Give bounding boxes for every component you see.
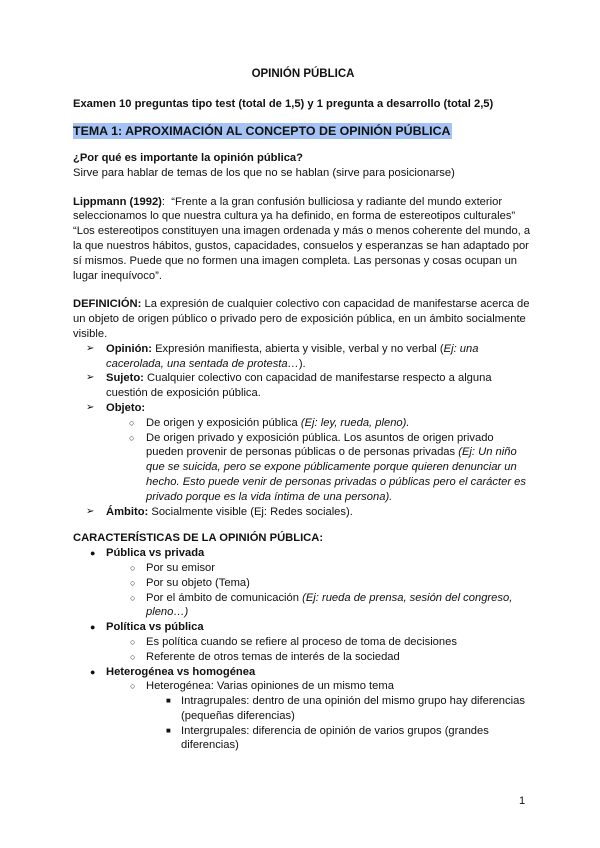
list-item [73, 694, 533, 724]
objeto-label: Objeto: [106, 401, 146, 414]
heterogenea-subsublist [73, 694, 533, 753]
definicion-list-cont [73, 505, 533, 520]
bullet-icon: ● [90, 622, 96, 633]
page-number: 1 [519, 795, 526, 807]
sujeto-text: cuestión de exposición pública. [106, 387, 261, 400]
lippmann-line: sí mismos. Puede que no formen una imagen completa. Las personas y cosas ocupan un [73, 254, 518, 267]
heterogenea-label: Heterogénea vs homogénea [106, 665, 256, 678]
caracteristicas-list-3 [73, 665, 533, 680]
caracteristicas-heading: CARACTERÍSTICAS DE LA OPINIÓN PÚBLICA: [73, 532, 324, 545]
arrow-bullet-icon: ➢ [86, 505, 95, 517]
document-body [73, 68, 533, 753]
list-item-text: Por el ámbito de comunicación [146, 591, 303, 604]
opinion-text: Expresión manifiesta, abierta y visible, verbal y no verbal ( [151, 342, 444, 355]
list-item-text: diferencias) [181, 739, 239, 752]
politica-publica-label: Política vs pública [106, 621, 204, 634]
list-item [73, 591, 533, 621]
arrow-bullet-icon: ➢ [86, 342, 95, 354]
list-item [73, 679, 533, 694]
lippmann-line: seleccionamos lo que nuestra cultura ya ha definido, en forma de estereotipos culturales” [73, 210, 516, 223]
politica-publica-sublist [73, 635, 533, 665]
publica-privada-label: Pública vs privada [106, 547, 205, 560]
lippmann-line: lugar inequívoco”. [73, 269, 162, 282]
list-item-text: Por su emisor [146, 561, 216, 574]
list-item-text: Es política cuando se refiere al proceso de toma de decisiones [146, 635, 457, 648]
opinion-label: Opinión: [106, 342, 152, 355]
arrow-bullet-icon: ➢ [86, 372, 95, 384]
question-heading: ¿Por qué es importante la opinión pública? [73, 152, 303, 164]
sujeto-label: Sujeto: [106, 372, 144, 385]
opinion-example: Ej: una [443, 342, 479, 355]
list-item [73, 431, 533, 505]
publica-privada-sublist [73, 561, 533, 620]
square-bullet-icon: ■ [166, 696, 171, 706]
list-item [73, 561, 533, 576]
caracteristicas-list [73, 546, 533, 561]
lippmann-line: “Los estereotipos constituyen una imagen ordenada y más o menos coherente del mundo, a [73, 225, 531, 238]
bullet-icon: ● [90, 548, 96, 559]
exam-info: Examen 10 preguntas tipo test (total de 1,5) y 1 pregunta a desarrollo (total 2,5) [73, 98, 494, 110]
list-item [73, 635, 533, 650]
circle-bullet-icon: ○ [130, 577, 136, 588]
circle-bullet-icon: ○ [130, 562, 136, 573]
caracteristicas-list-2 [73, 620, 533, 635]
opinion-example: cacerolada, una sentada de protesta… [106, 357, 299, 370]
list-item-ambito [73, 505, 533, 520]
list-item-text: (pequeñas diferencias) [181, 709, 295, 722]
list-item-objeto [73, 401, 533, 416]
ambito-text: Socialmente visible (Ej: Redes sociales). [148, 505, 353, 518]
definicion-label: DEFINICIÓN: [73, 298, 142, 311]
lippmann-label: Lippmann (1992) [73, 195, 162, 208]
list-item [73, 576, 533, 591]
definicion-list [73, 342, 533, 416]
list-item-sujeto [73, 371, 533, 401]
page-title: OPINIÓN PÚBLICA [251, 68, 355, 80]
list-item-example: (Ej: rueda de prensa, sesión del congreso, [302, 591, 513, 604]
definicion-paragraph [73, 297, 533, 312]
circle-bullet-icon: ○ [130, 651, 136, 662]
list-item [73, 416, 533, 431]
circle-bullet-icon: ○ [130, 636, 136, 647]
ambito-label: Ámbito: [106, 505, 149, 518]
circle-bullet-icon: ○ [129, 417, 135, 428]
circle-bullet-icon: ○ [130, 592, 136, 603]
square-bullet-icon: ■ [166, 725, 171, 735]
list-item-text: Referente de otros temas de interés de la sociedad [146, 650, 400, 663]
list-item-text: Heterogénea: Varias opiniones de un mismo tema [146, 680, 394, 693]
lippmann-paragraph [73, 195, 533, 210]
objeto-item-example: (Ej: Un niño [458, 446, 517, 459]
objeto-item-text: De origen y exposición pública [146, 416, 301, 429]
objeto-item-example: hecho. Esto puede venir de personas privadas o públicas pero el carácter es [146, 475, 526, 488]
objeto-item-example: privado porque es la vida íntima de una persona). [146, 490, 393, 503]
tema-heading: TEMA 1: APROXIMACIÓN AL CONCEPTO DE OPINIÓN PÚBLICA [73, 124, 451, 138]
circle-bullet-icon: ○ [130, 681, 136, 692]
lippmann-line: la que nuestros hábitos, gustos, capacidades, consuelos y esperanzas se han adaptado por [73, 239, 529, 252]
objeto-item-text: pueden provenir de personas públicas o de personas privadas [146, 446, 459, 459]
list-item-text: Por su objeto (Tema) [146, 576, 250, 589]
heterogenea-sublist [73, 679, 533, 694]
arrow-bullet-icon: ➢ [86, 401, 95, 413]
list-item-text: Intergrupales: diferencia de opinión de varios grupos (grandes [181, 724, 489, 737]
list-item-example: pleno…) [146, 606, 189, 619]
list-item-publica-privada [73, 546, 533, 561]
sujeto-text: Cualquier colectivo con capacidad de manifestarse respecto a alguna [143, 372, 492, 385]
objeto-item-example: que se suicida, pero se expone públicamente porque quieren denunciar un [146, 461, 517, 474]
list-item [73, 650, 533, 665]
list-item-text: Intragrupales: dentro de una opinión del mismo grupo hay diferencias [181, 695, 525, 708]
bullet-icon: ● [90, 666, 96, 677]
list-item-politica-publica [73, 620, 533, 635]
lippmann-line: “Frente a la gran confusión bulliciosa y radiante del mundo exterior [165, 195, 503, 208]
definicion-line: La expresión de cualquier colectivo con capacidad de manifestarse acerca de [141, 298, 530, 311]
list-item [73, 724, 533, 754]
objeto-item-example: (Ej: ley, rueda, pleno). [300, 416, 410, 429]
list-item-heterogenea [73, 665, 533, 680]
circle-bullet-icon: ○ [129, 432, 135, 443]
objeto-sublist [73, 416, 533, 505]
definicion-line: un objeto de origen público o privado pero de exposición pública, en un ámbito socialmente [73, 313, 526, 326]
definicion-line: visible. [73, 327, 108, 340]
question-answer: Sirve para hablar de temas de los que no se hablan (sirve para posicionarse) [73, 166, 455, 179]
lippmann-colon: : [161, 195, 166, 208]
list-item-opinion [73, 342, 533, 372]
objeto-item-text: De origen privado y exposición pública. Los asuntos de origen privado [146, 431, 494, 444]
opinion-close: ). [298, 357, 306, 370]
